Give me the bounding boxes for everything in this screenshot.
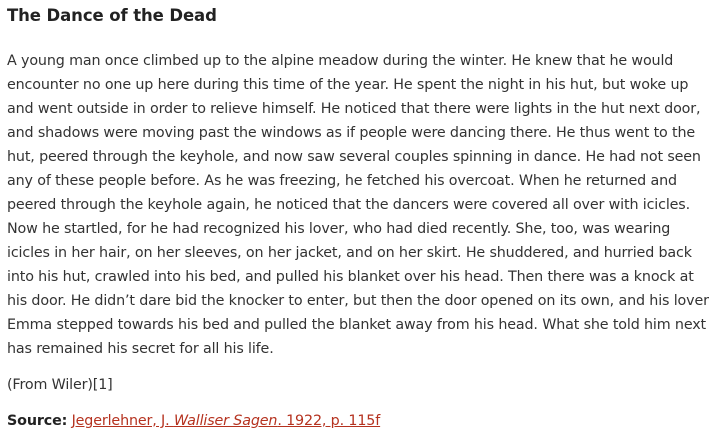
story-body: A young man once climbed up to the alpine meadow during the winter. He knew that he would encounter no one up here during this time of the year. He spent the night in his hut, but woke up and went outside in order to relieve himself. He noticed that there were lights in the hut next door, and shadows were moving past the windows as if people were dancing there. He thus went to the hut, peered through the keyhole, and now saw several couples spinning in dance. He had not seen any of these people before. As he was freezing, he fetched his overcoat. When he returned and peered through the keyhole again, he noticed that the dancers were covered all over with icicles. Now he startled, for he had recognized his lover, who had died recently. She, too, was wearing icicles in her hair, on her sleeves, on her jacket, and on her skirt. He shuddered, and hurried back into his hut, crawled into his bed, and pulled his blanket over his head. Then there was a knock at his door. He didn’t dare bid the knocker to enter, but then the door opened on its own, and his lover Emma stepped towards his bed and pulled the blanket away from his head. What she told him next has remained his secret for all his life.	[7, 53, 709, 357]
source-line	[7, 409, 715, 433]
source-label: Source:	[7, 413, 68, 429]
source-author: Jegerlehner, J.	[71, 413, 170, 429]
source-book-title: Walliser Sagen	[173, 413, 278, 429]
source-details: . 1922, p. 115f	[277, 413, 381, 429]
attribution: (From Wiler)[1]	[7, 377, 113, 393]
page-title: The Dance of the Dead	[7, 6, 217, 25]
source-link[interactable]	[72, 413, 381, 429]
